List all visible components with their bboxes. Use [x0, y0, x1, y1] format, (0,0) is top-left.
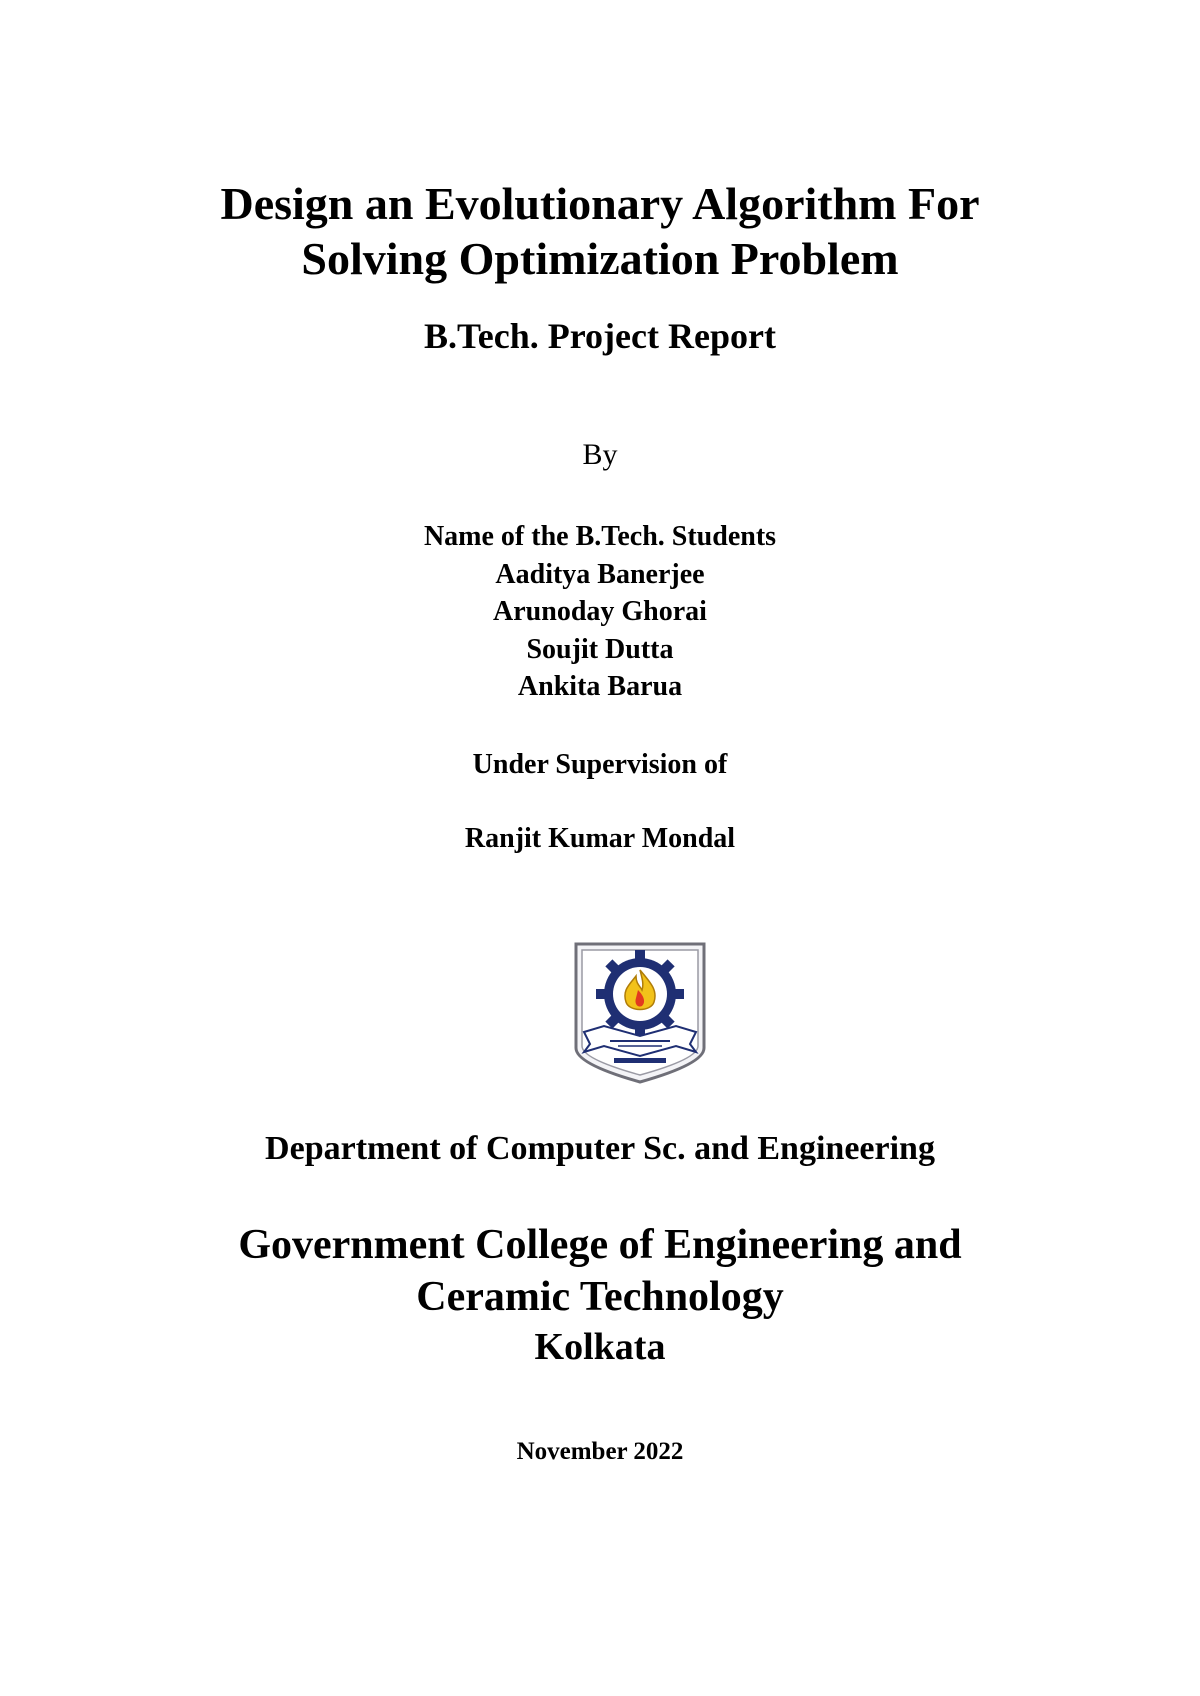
college-name-line-2: Ceramic Technology [416, 1274, 784, 1320]
supervision-label: Under Supervision of [472, 749, 728, 780]
student-name: Aaditya Banerjee [495, 559, 705, 590]
title-line-2: Solving Optimization Problem [301, 233, 899, 284]
student-name: Arunoday Ghorai [493, 596, 707, 627]
title-line-1: Design an Evolutionary Algorithm For [220, 178, 980, 229]
college-city: Kolkata [534, 1326, 666, 1368]
supervisor-name: Ranjit Kumar Mondal [464, 823, 736, 854]
report-date: November 2022 [516, 1438, 684, 1465]
report-type: B.Tech. Project Report [424, 316, 776, 356]
students-heading: Name of the B.Tech. Students [423, 521, 777, 552]
college-emblem-icon [570, 940, 710, 1085]
college-name-line-1: Government College of Engineering and [238, 1222, 962, 1268]
student-name: Ankita Barua [517, 671, 683, 702]
department-name: Department of Computer Sc. and Engineering [265, 1130, 935, 1167]
by-label: By [582, 438, 618, 471]
student-name: Soujit Dutta [526, 634, 674, 665]
